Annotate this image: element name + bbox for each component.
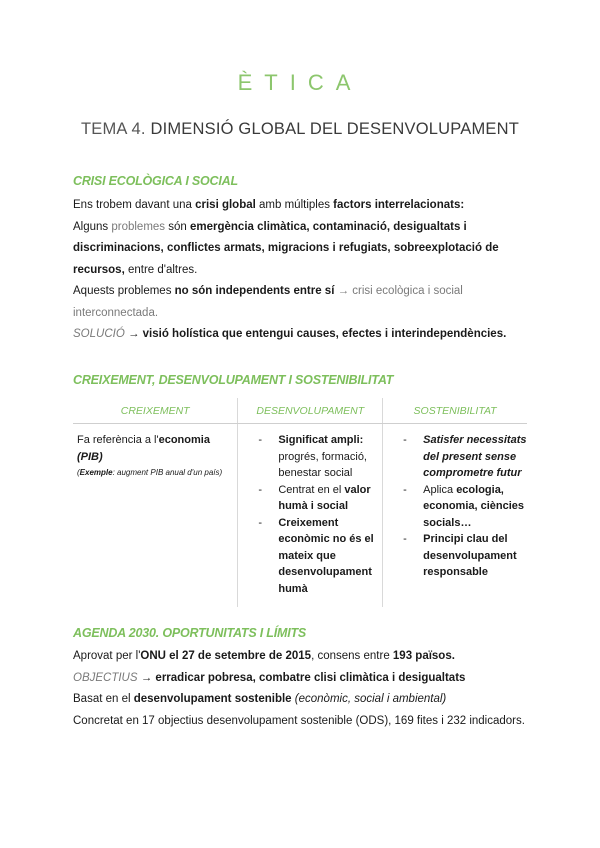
paragraph: Concretat en 17 objectius desenvolupament sostenible (ODS), 169 fites i 232 indicadors. bbox=[73, 714, 525, 727]
table-cell-sustainability bbox=[383, 424, 527, 608]
section-heading-growth: CREIXEMENT, DESENVOLUPAMENT I SOSTENIBILITAT bbox=[73, 373, 394, 387]
paragraph: OBJECTIUS → erradicar pobresa, combatre clisi climàtica i desigualtats bbox=[73, 671, 466, 684]
section-crisis-body bbox=[73, 195, 543, 346]
list-item: - Significat ampli: progrés, formació, benestar social bbox=[258, 432, 382, 482]
paragraph: Alguns problemes són emergència climàtica, contaminació, desigualtats i discriminacions, conflictes armats, migracions i refugiats, sobreexplotació de recursos, entre d'altres. bbox=[73, 220, 499, 276]
column-header: CREIXEMENT bbox=[73, 398, 238, 424]
topic-title bbox=[0, 120, 600, 139]
list-item: - Aplica ecologia, economia, ciències socials… bbox=[403, 482, 527, 532]
section-agenda-body bbox=[73, 646, 543, 732]
list-item: - Principi clau del desenvolupament responsable bbox=[403, 531, 527, 581]
topic-name: DIMENSIÓ GLOBAL DEL DESENVOLUPAMENT bbox=[150, 120, 520, 138]
paragraph: Ens trobem davant una crisi global amb múltiples factors interrelacionats: bbox=[73, 199, 465, 211]
paragraph: Aquests problemes no són independents entre sí → crisi ecològica i social interconnectada. bbox=[73, 285, 463, 319]
paragraph: Basat en el desenvolupament sostenible (econòmic, social i ambiental) bbox=[73, 693, 447, 705]
paragraph: Aprovat per l'ONU el 27 de setembre de 2015, consens entre 193 països. bbox=[73, 650, 455, 662]
section-heading-agenda: AGENDA 2030. OPORTUNITATS I LÍMITS bbox=[73, 626, 307, 640]
list-item: - Creixement econòmic no és el mateix que desenvolupament humà bbox=[258, 515, 382, 598]
column-header: DESENVOLUPAMENT bbox=[238, 398, 383, 424]
column-header: SOSTENIBILITAT bbox=[383, 398, 527, 424]
topic-label: TEMA 4. bbox=[80, 120, 146, 138]
paragraph: SOLUCIÓ → visió holística que entengui causes, efectes i interindependències. bbox=[73, 328, 507, 340]
comparison-table bbox=[73, 398, 527, 607]
table-row bbox=[73, 424, 527, 608]
list-item: - Satisfer necessitats del present sense comprometre futur bbox=[403, 432, 527, 482]
table-cell-growth: Fa referència a l'economia (PIB) (Exemple: augment PIB anual d'un país) bbox=[73, 424, 238, 608]
document-title: ÈTICA bbox=[237, 70, 363, 95]
example-note: (Exemple: augment PIB anual d'un país) bbox=[77, 468, 223, 477]
section-heading-crisis: CRISI ECOLÒGICA I SOCIAL bbox=[73, 174, 238, 188]
list-item: - Centrat en el valor humà i social bbox=[258, 482, 382, 515]
table-cell-development bbox=[238, 424, 383, 608]
